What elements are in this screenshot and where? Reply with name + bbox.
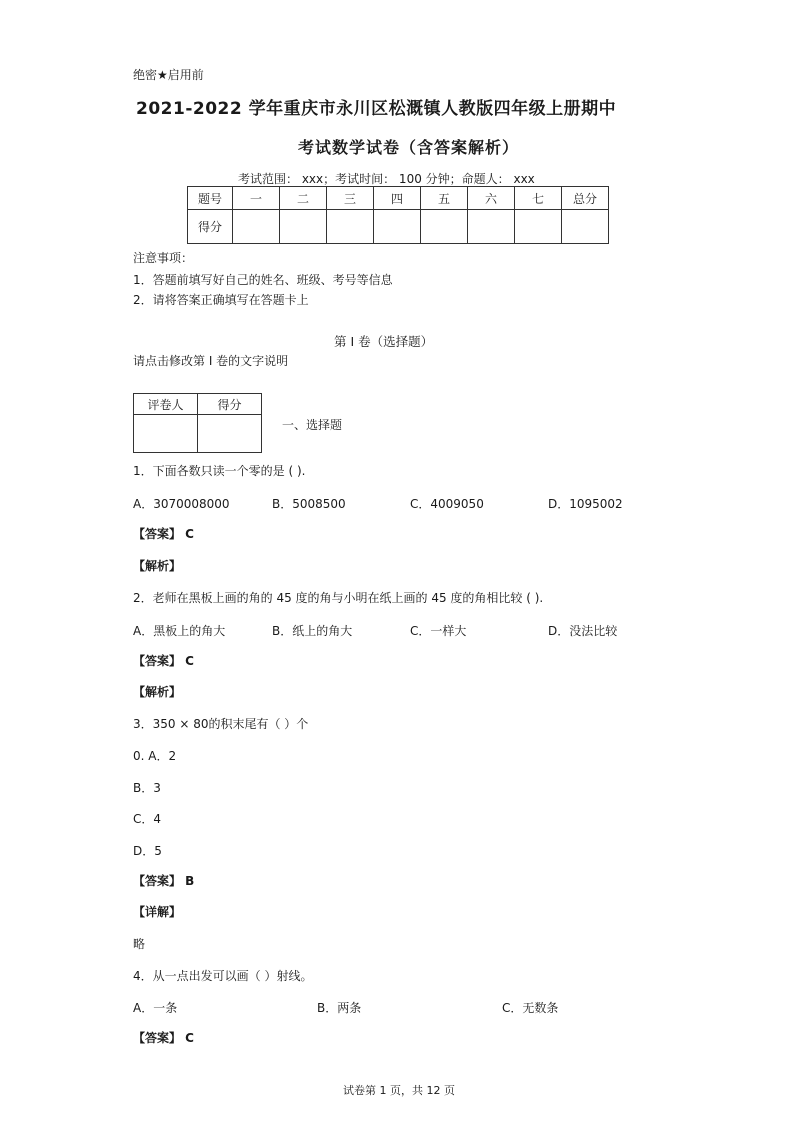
q3-option-c: C．4	[133, 812, 162, 826]
grader-table	[133, 393, 262, 453]
exam-info: 考试范围： xxx；考试时间： 100 分钟；命题人： xxx	[238, 172, 535, 186]
q1-analysis: 【解析】	[133, 559, 182, 573]
section-instruction: 请点击修改第 I 卷的文字说明	[133, 354, 289, 368]
grader-cell	[198, 415, 262, 453]
q4-option-a: A．一条	[133, 1001, 178, 1015]
q2-answer: 【答案】 C	[133, 654, 194, 668]
q1-option-c: C．4009050	[410, 497, 484, 511]
q4-option-c: C．无数条	[502, 1001, 559, 1015]
q3-answer: 【答案】 B	[133, 874, 195, 888]
score-table-label-question: 题号	[188, 187, 233, 210]
q3-detail: 【详解】	[133, 905, 182, 919]
q3-stem: 3．350 × 80的积末尾有（ ）个	[133, 717, 309, 731]
q3-option-a: 0. A．2	[133, 749, 177, 763]
q3-detail-text: 略	[133, 937, 146, 951]
score-table-col: 二	[280, 187, 327, 210]
page-footer: 试卷第 1 页，共 12 页	[343, 1084, 455, 1097]
q2-option-d: D．没法比较	[548, 624, 618, 638]
grader-table-header-row	[134, 394, 262, 415]
q2-option-c: C．一样大	[410, 624, 467, 638]
section-title: 第 I 卷（选择题）	[334, 334, 434, 349]
q2-stem: 2．老师在黑板上画的角的 45 度的角与小明在纸上画的 45 度的角相比较 ( ).	[133, 591, 544, 605]
score-cell	[280, 210, 327, 244]
q2-option-b: B．纸上的角大	[272, 624, 353, 638]
score-cell	[468, 210, 515, 244]
score-cell	[233, 210, 280, 244]
q1-answer: 【答案】 C	[133, 527, 194, 541]
part1-title: 一、选择题	[282, 418, 343, 432]
notes-heading: 注意事项：	[133, 251, 194, 265]
grader-label: 评卷人	[134, 394, 198, 415]
q2-analysis: 【解析】	[133, 685, 182, 699]
score-cell	[515, 210, 562, 244]
score-table-col: 七	[515, 187, 562, 210]
grader-table-blank-row	[134, 415, 262, 453]
score-table-col: 一	[233, 187, 280, 210]
score-table-col: 六	[468, 187, 515, 210]
score-table	[187, 186, 609, 244]
score-cell	[374, 210, 421, 244]
score-table-header-row	[188, 187, 609, 210]
q2-option-a: A．黑板上的角大	[133, 624, 226, 638]
q1-option-b: B．5008500	[272, 497, 346, 511]
q4-stem: 4．从一点出发可以画（ ）射线。	[133, 969, 313, 983]
q4-answer: 【答案】 C	[133, 1031, 194, 1045]
score-cell	[421, 210, 468, 244]
title-line-1: 2021-2022 学年重庆市永川区松溉镇人教版四年级上册期中	[136, 99, 617, 119]
q1-option-d: D．1095002	[548, 497, 623, 511]
confidential-mark: 绝密★启用前	[133, 68, 204, 82]
score-table-col: 四	[374, 187, 421, 210]
grader-cell	[134, 415, 198, 453]
score-cell	[562, 210, 609, 244]
score-table-col-total: 总分	[562, 187, 609, 210]
score-table-col: 五	[421, 187, 468, 210]
grader-score-label: 得分	[198, 394, 262, 415]
score-table-label-score: 得分	[188, 210, 233, 244]
q3-option-d: D．5	[133, 844, 162, 858]
score-table-score-row	[188, 210, 609, 244]
score-cell	[327, 210, 374, 244]
notes-item-2: 2．请将答案正确填写在答题卡上	[133, 293, 309, 307]
q1-stem: 1．下面各数只读一个零的是 ( ).	[133, 464, 306, 478]
score-table-col: 三	[327, 187, 374, 210]
q3-option-b: B．3	[133, 781, 161, 795]
notes-item-1: 1．答题前填写好自己的姓名、班级、考号等信息	[133, 273, 393, 287]
q1-option-a: A．3070008000	[133, 497, 230, 511]
q4-option-b: B．两条	[317, 1001, 362, 1015]
title-line-2: 考试数学试卷（含答案解析）	[298, 138, 520, 157]
